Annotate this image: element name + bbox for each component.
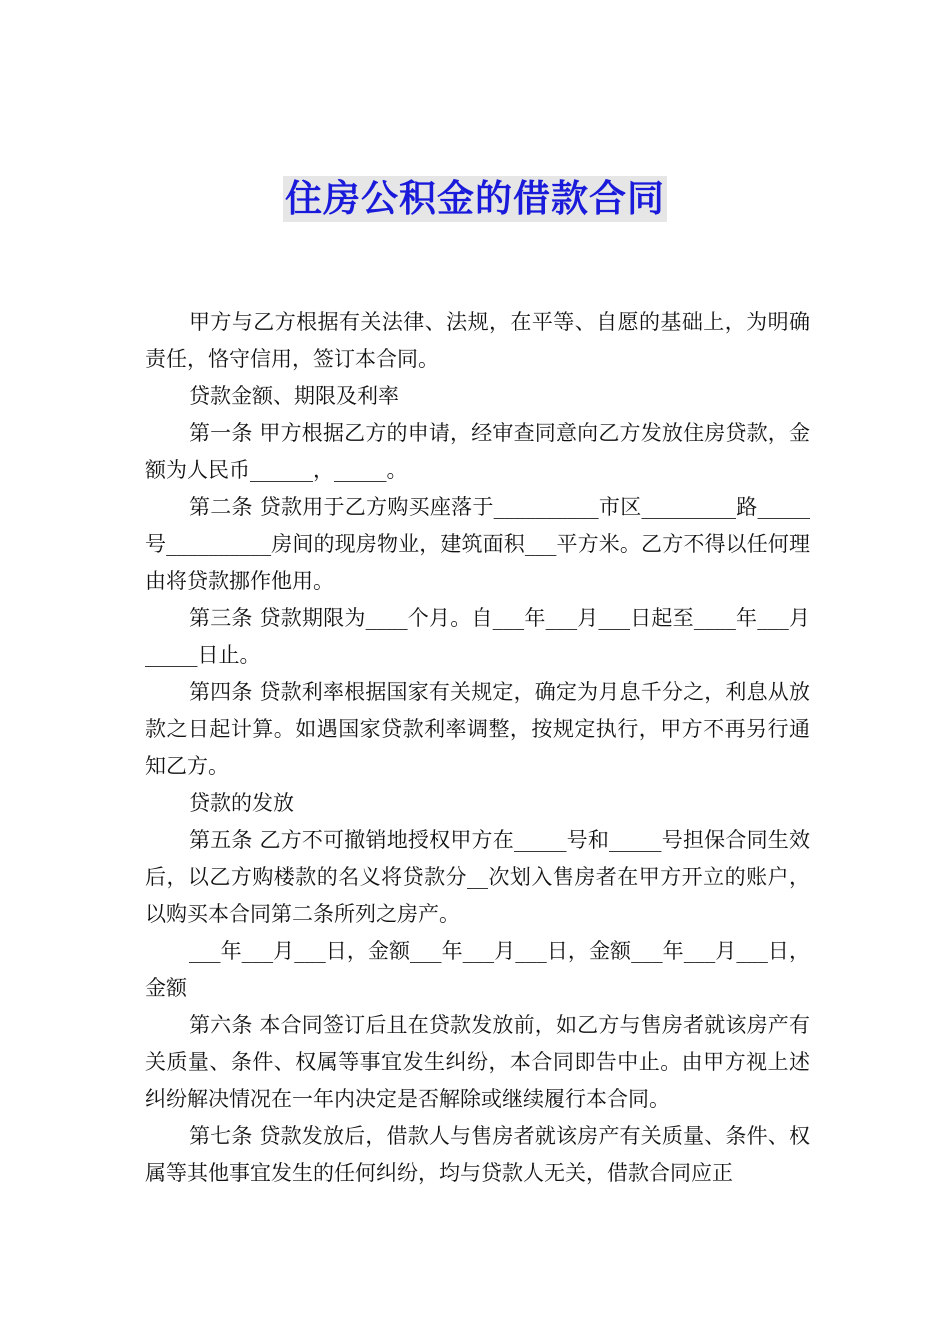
article-7: 第七条 贷款发放后，借款人与售房者就该房产有关质量、条件、权属等其他事宜发生的任何纠纷，均与贷款人无关，借款合同应正 [145,1124,810,1185]
article-1: 第一条 甲方根据乙方的申请，经审查同意向乙方发放住房贷款，金额为人民币______，_____。 [145,421,810,482]
section-heading-disbursement: 贷款的发放 [189,791,294,815]
disbursement-schedule: ___年___月___日，金额___年___月___日，金额___年___月___日，金额 [145,939,810,1000]
document-body [145,304,810,1192]
article-6: 第六条 本合同签订后且在贷款发放前，如乙方与售房者就该房产有关质量、条件、权属等事宜发生纠纷，本合同即告中止。由甲方视上述纠纷解决情况在一年内决定是否解除或继续履行本合同。 [145,1013,810,1111]
article-5: 第五条 乙方不可撤销地授权甲方在_____号和_____号担保合同生效后，以乙方购楼款的名义将贷款分__次划入售房者在甲方开立的账户，以购买本合同第二条所列之房产。 [145,828,810,926]
title-container [0,176,950,222]
article-3: 第三条 贷款期限为____个月。自___年___月___日起至____年___月_____日止。 [145,606,810,667]
section-heading-loan-terms: 贷款金额、期限及利率 [189,384,399,408]
paragraph-preamble: 甲方与乙方根据有关法律、法规，在平等、自愿的基础上，为明确责任，恪守信用，签订本合同。 [145,310,810,371]
article-2: 第二条 贷款用于乙方购买座落于__________市区_________路_____号__________房间的现房物业，建筑面积___平方米。乙方不得以任何理由将贷款挪作他用。 [145,495,810,593]
article-4: 第四条 贷款利率根据国家有关规定，确定为月息千分之，利息从放款之日起计算。如遇国家贷款利率调整，按规定执行，甲方不再另行通知乙方。 [145,680,810,778]
document-title: 住房公积金的借款合同 [285,177,665,220]
